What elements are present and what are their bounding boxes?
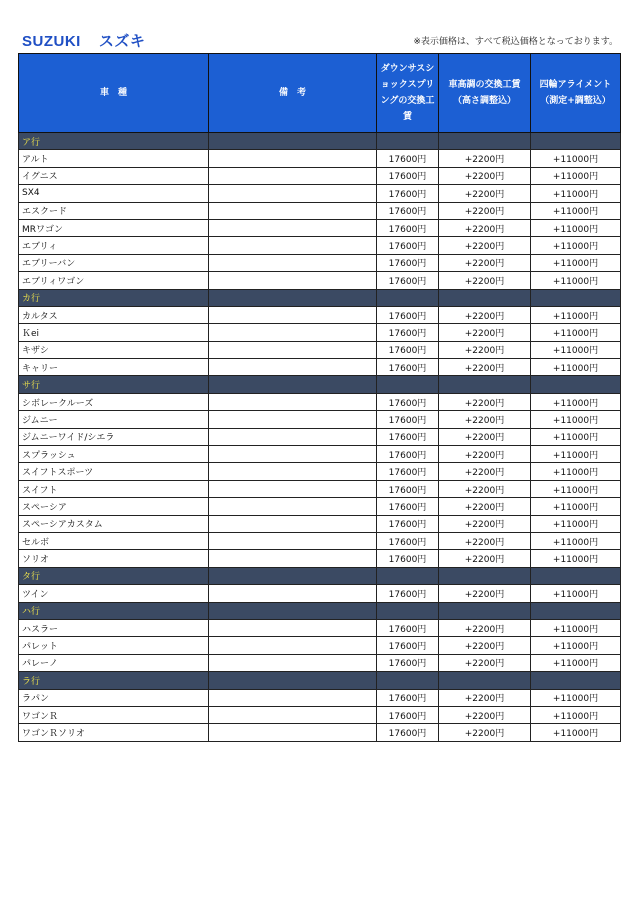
model-cell: ラパン: [19, 689, 209, 706]
downsus-price-cell: 17600円: [377, 150, 439, 167]
downsus-price-cell: 17600円: [377, 550, 439, 567]
table-row: [19, 185, 621, 202]
height-adjust-cell: +2200円: [439, 254, 531, 271]
height-adjust-cell: +2200円: [439, 219, 531, 236]
group-row: [19, 672, 621, 689]
model-cell: スイフト: [19, 480, 209, 497]
height-adjust-cell: +2200円: [439, 411, 531, 428]
downsus-price-cell: 17600円: [377, 463, 439, 480]
height-adjust-cell: +2200円: [439, 272, 531, 289]
height-adjust-cell: +2200円: [439, 359, 531, 376]
downsus-price-cell: 17600円: [377, 724, 439, 741]
alignment-cell: +11000円: [531, 637, 621, 654]
height-adjust-cell: +2200円: [439, 428, 531, 445]
tax-note: ※表示価格は、すべて税込価格となっております。: [413, 37, 618, 47]
model-cell: ジムニーワイド/シエラ: [19, 428, 209, 445]
table-row: [19, 480, 621, 497]
model-cell: エスクード: [19, 202, 209, 219]
remarks-cell: [209, 480, 377, 497]
table-row: [19, 446, 621, 463]
column-header-downsus: ダウンサスショックスプリングの交換工賃: [377, 54, 439, 133]
table-row: [19, 202, 621, 219]
height-adjust-cell: +2200円: [439, 498, 531, 515]
remarks-cell: [209, 167, 377, 184]
remarks-cell: [209, 341, 377, 358]
alignment-cell: +11000円: [531, 167, 621, 184]
downsus-price-cell: 17600円: [377, 167, 439, 184]
group-blank-cell: [531, 289, 621, 306]
column-header-alignment: 四輪アライメント（測定+調整込）: [531, 54, 621, 133]
remarks-cell: [209, 393, 377, 410]
alignment-cell: +11000円: [531, 619, 621, 636]
downsus-price-cell: 17600円: [377, 272, 439, 289]
model-cell: Ｋei: [19, 324, 209, 341]
group-row: [19, 133, 621, 150]
group-blank-cell: [439, 567, 531, 584]
downsus-price-cell: 17600円: [377, 498, 439, 515]
group-blank-cell: [209, 567, 377, 584]
table-row: [19, 306, 621, 323]
group-label: カ行: [19, 289, 209, 306]
group-row: [19, 376, 621, 393]
alignment-cell: +11000円: [531, 480, 621, 497]
downsus-price-cell: 17600円: [377, 393, 439, 410]
group-blank-cell: [531, 567, 621, 584]
model-cell: ハスラー: [19, 619, 209, 636]
height-adjust-cell: +2200円: [439, 532, 531, 549]
height-adjust-cell: +2200円: [439, 446, 531, 463]
alignment-cell: +11000円: [531, 237, 621, 254]
remarks-cell: [209, 654, 377, 671]
remarks-cell: [209, 619, 377, 636]
alignment-cell: +11000円: [531, 463, 621, 480]
table-row: [19, 359, 621, 376]
model-cell: イグニス: [19, 167, 209, 184]
model-cell: MRワゴン: [19, 219, 209, 236]
model-cell: ワゴンＲソリオ: [19, 724, 209, 741]
group-blank-cell: [439, 602, 531, 619]
group-label: タ行: [19, 567, 209, 584]
height-adjust-cell: +2200円: [439, 167, 531, 184]
remarks-cell: [209, 324, 377, 341]
model-cell: スイフトスポーツ: [19, 463, 209, 480]
height-adjust-cell: +2200円: [439, 393, 531, 410]
model-cell: カルタス: [19, 306, 209, 323]
height-adjust-cell: +2200円: [439, 619, 531, 636]
remarks-cell: [209, 185, 377, 202]
table-row: [19, 550, 621, 567]
alignment-cell: +11000円: [531, 532, 621, 549]
downsus-price-cell: 17600円: [377, 202, 439, 219]
downsus-price-cell: 17600円: [377, 359, 439, 376]
group-blank-cell: [531, 602, 621, 619]
group-blank-cell: [209, 289, 377, 306]
table-row: [19, 237, 621, 254]
model-cell: ワゴンＲ: [19, 706, 209, 723]
alignment-cell: +11000円: [531, 324, 621, 341]
height-adjust-cell: +2200円: [439, 654, 531, 671]
alignment-cell: +11000円: [531, 724, 621, 741]
group-label: ア行: [19, 133, 209, 150]
downsus-price-cell: 17600円: [377, 341, 439, 358]
height-adjust-cell: +2200円: [439, 724, 531, 741]
height-adjust-cell: +2200円: [439, 463, 531, 480]
group-blank-cell: [209, 672, 377, 689]
downsus-price-cell: 17600円: [377, 219, 439, 236]
remarks-cell: [209, 428, 377, 445]
brand-kana: スズキ: [98, 33, 146, 50]
table-row: [19, 619, 621, 636]
table-row: [19, 219, 621, 236]
model-cell: ジムニー: [19, 411, 209, 428]
remarks-cell: [209, 254, 377, 271]
group-blank-cell: [377, 289, 439, 306]
group-blank-cell: [377, 672, 439, 689]
remarks-cell: [209, 585, 377, 602]
alignment-cell: +11000円: [531, 393, 621, 410]
alignment-cell: +11000円: [531, 219, 621, 236]
height-adjust-cell: +2200円: [439, 550, 531, 567]
column-header-height-adjust: 車高調の交換工賃（高さ調整込）: [439, 54, 531, 133]
downsus-price-cell: 17600円: [377, 515, 439, 532]
table-row: [19, 411, 621, 428]
remarks-cell: [209, 498, 377, 515]
height-adjust-cell: +2200円: [439, 480, 531, 497]
table-row: [19, 254, 621, 271]
group-blank-cell: [209, 133, 377, 150]
downsus-price-cell: 17600円: [377, 706, 439, 723]
height-adjust-cell: +2200円: [439, 237, 531, 254]
model-cell: パレット: [19, 637, 209, 654]
remarks-cell: [209, 637, 377, 654]
group-blank-cell: [531, 376, 621, 393]
group-blank-cell: [377, 133, 439, 150]
model-cell: アルト: [19, 150, 209, 167]
table-row: [19, 150, 621, 167]
group-blank-cell: [439, 376, 531, 393]
remarks-cell: [209, 272, 377, 289]
downsus-price-cell: 17600円: [377, 532, 439, 549]
group-blank-cell: [531, 672, 621, 689]
group-row: [19, 567, 621, 584]
alignment-cell: +11000円: [531, 550, 621, 567]
alignment-cell: +11000円: [531, 585, 621, 602]
model-cell: エブリィ: [19, 237, 209, 254]
height-adjust-cell: +2200円: [439, 706, 531, 723]
group-label: サ行: [19, 376, 209, 393]
model-cell: ソリオ: [19, 550, 209, 567]
remarks-cell: [209, 446, 377, 463]
model-cell: セルボ: [19, 532, 209, 549]
group-blank-cell: [439, 672, 531, 689]
downsus-price-cell: 17600円: [377, 254, 439, 271]
remarks-cell: [209, 150, 377, 167]
table-row: [19, 324, 621, 341]
model-cell: シボレークルーズ: [19, 393, 209, 410]
height-adjust-cell: +2200円: [439, 515, 531, 532]
table-body: [19, 133, 621, 742]
remarks-cell: [209, 306, 377, 323]
group-blank-cell: [209, 376, 377, 393]
downsus-price-cell: 17600円: [377, 654, 439, 671]
table-row: [19, 515, 621, 532]
alignment-cell: +11000円: [531, 498, 621, 515]
group-blank-cell: [439, 289, 531, 306]
remarks-cell: [209, 219, 377, 236]
model-cell: SX4: [19, 185, 209, 202]
alignment-cell: +11000円: [531, 446, 621, 463]
remarks-cell: [209, 689, 377, 706]
downsus-price-cell: 17600円: [377, 637, 439, 654]
table-row: [19, 654, 621, 671]
remarks-cell: [209, 202, 377, 219]
downsus-price-cell: 17600円: [377, 324, 439, 341]
table-header-row: [19, 54, 621, 133]
group-blank-cell: [209, 602, 377, 619]
downsus-price-cell: 17600円: [377, 411, 439, 428]
group-blank-cell: [377, 602, 439, 619]
alignment-cell: +11000円: [531, 359, 621, 376]
table-row: [19, 637, 621, 654]
price-table: [18, 53, 621, 742]
downsus-price-cell: 17600円: [377, 428, 439, 445]
table-row: [19, 428, 621, 445]
group-row: [19, 602, 621, 619]
group-blank-cell: [377, 567, 439, 584]
remarks-cell: [209, 515, 377, 532]
group-label: ラ行: [19, 672, 209, 689]
model-cell: ツイン: [19, 585, 209, 602]
alignment-cell: +11000円: [531, 341, 621, 358]
table-row: [19, 498, 621, 515]
table-row: [19, 341, 621, 358]
remarks-cell: [209, 411, 377, 428]
alignment-cell: +11000円: [531, 411, 621, 428]
brand-title: [22, 30, 145, 51]
height-adjust-cell: +2200円: [439, 150, 531, 167]
table-row: [19, 393, 621, 410]
group-row: [19, 289, 621, 306]
downsus-price-cell: 17600円: [377, 306, 439, 323]
alignment-cell: +11000円: [531, 428, 621, 445]
height-adjust-cell: +2200円: [439, 341, 531, 358]
group-blank-cell: [377, 376, 439, 393]
alignment-cell: +11000円: [531, 706, 621, 723]
column-header-remarks: 備 考: [209, 54, 377, 133]
table-row: [19, 532, 621, 549]
table-row: [19, 463, 621, 480]
downsus-price-cell: 17600円: [377, 585, 439, 602]
model-cell: キザシ: [19, 341, 209, 358]
table-row: [19, 724, 621, 741]
alignment-cell: +11000円: [531, 689, 621, 706]
model-cell: キャリー: [19, 359, 209, 376]
alignment-cell: +11000円: [531, 254, 621, 271]
table-row: [19, 689, 621, 706]
remarks-cell: [209, 706, 377, 723]
downsus-price-cell: 17600円: [377, 446, 439, 463]
remarks-cell: [209, 359, 377, 376]
remarks-cell: [209, 237, 377, 254]
downsus-price-cell: 17600円: [377, 237, 439, 254]
group-blank-cell: [439, 133, 531, 150]
alignment-cell: +11000円: [531, 654, 621, 671]
alignment-cell: +11000円: [531, 202, 621, 219]
group-blank-cell: [531, 133, 621, 150]
height-adjust-cell: +2200円: [439, 585, 531, 602]
remarks-cell: [209, 532, 377, 549]
downsus-price-cell: 17600円: [377, 480, 439, 497]
column-header-model: 車 種: [19, 54, 209, 133]
alignment-cell: +11000円: [531, 150, 621, 167]
model-cell: エブリーバン: [19, 254, 209, 271]
table-row: [19, 167, 621, 184]
downsus-price-cell: 17600円: [377, 689, 439, 706]
height-adjust-cell: +2200円: [439, 185, 531, 202]
table-row: [19, 272, 621, 289]
height-adjust-cell: +2200円: [439, 202, 531, 219]
model-cell: スペーシアカスタム: [19, 515, 209, 532]
downsus-price-cell: 17600円: [377, 619, 439, 636]
model-cell: スペーシア: [19, 498, 209, 515]
model-cell: エブリィワゴン: [19, 272, 209, 289]
downsus-price-cell: 17600円: [377, 185, 439, 202]
remarks-cell: [209, 724, 377, 741]
alignment-cell: +11000円: [531, 306, 621, 323]
height-adjust-cell: +2200円: [439, 689, 531, 706]
brand-name: SUZUKI: [22, 33, 81, 50]
height-adjust-cell: +2200円: [439, 306, 531, 323]
alignment-cell: +11000円: [531, 185, 621, 202]
group-label: ハ行: [19, 602, 209, 619]
table-row: [19, 585, 621, 602]
alignment-cell: +11000円: [531, 272, 621, 289]
table-row: [19, 706, 621, 723]
height-adjust-cell: +2200円: [439, 637, 531, 654]
height-adjust-cell: +2200円: [439, 324, 531, 341]
model-cell: パレーノ: [19, 654, 209, 671]
model-cell: スプラッシュ: [19, 446, 209, 463]
remarks-cell: [209, 550, 377, 567]
remarks-cell: [209, 463, 377, 480]
alignment-cell: +11000円: [531, 515, 621, 532]
